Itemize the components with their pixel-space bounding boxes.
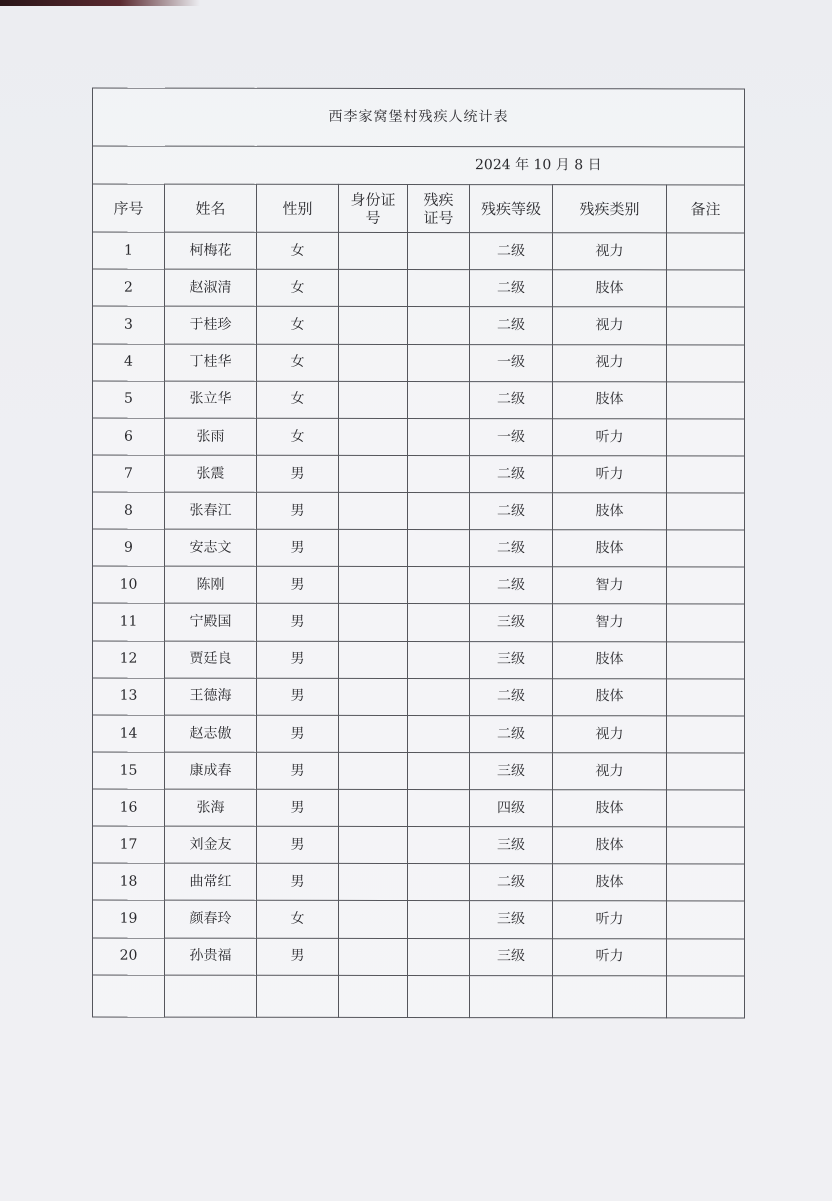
level-cell: 二级 [470, 678, 553, 715]
table-row [93, 492, 745, 530]
table-row [93, 678, 745, 716]
gender-cell: 男 [257, 938, 339, 975]
cert-number-cell [408, 493, 470, 530]
cert-number-cell [408, 455, 470, 492]
index-cell: 1 [93, 232, 165, 269]
level-cell: 三级 [470, 827, 553, 864]
index-cell: 8 [93, 492, 165, 529]
category-cell: 听力 [553, 456, 667, 493]
table-row [93, 826, 745, 864]
cert-number-cell [408, 418, 470, 455]
note-cell [667, 456, 745, 493]
name-cell: 安志文 [165, 529, 257, 566]
note-cell [667, 753, 745, 790]
name-cell: 赵志傲 [165, 715, 257, 752]
cert-number-cell [408, 827, 470, 864]
note-cell [667, 864, 745, 901]
note-cell [667, 307, 745, 344]
id-number-cell [339, 752, 408, 789]
index-cell: 10 [93, 566, 165, 603]
category-cell: 智力 [553, 567, 667, 604]
gender-cell: 男 [257, 641, 339, 678]
blank-cell [553, 975, 667, 1017]
header-name: 姓名 [165, 184, 257, 232]
name-cell: 宁殿国 [165, 604, 257, 641]
table-row [93, 901, 745, 939]
id-number-cell [339, 344, 408, 381]
cert-number-cell [408, 381, 470, 418]
table-row [93, 307, 745, 345]
cert-number-cell [408, 530, 470, 567]
gender-cell: 男 [257, 864, 339, 901]
cert-number-cell [408, 270, 470, 307]
name-cell: 赵淑清 [165, 270, 257, 307]
table-row [93, 789, 745, 827]
gender-cell: 男 [257, 752, 339, 789]
note-cell [667, 344, 745, 381]
disability-statistics-table [92, 88, 745, 1019]
table-date: 2024 年 10 月 8 日 [93, 146, 745, 185]
category-cell: 肢体 [553, 381, 667, 418]
id-number-cell [339, 307, 408, 344]
name-cell: 于桂珍 [165, 307, 257, 344]
header-category: 残疾类别 [553, 185, 667, 233]
id-number-cell [339, 567, 408, 604]
cert-number-cell [408, 641, 470, 678]
note-cell [667, 938, 745, 975]
header-row [93, 184, 745, 233]
gender-cell: 男 [257, 715, 339, 752]
gender-cell: 男 [257, 567, 339, 604]
category-cell: 肢体 [553, 493, 667, 530]
level-cell: 四级 [470, 790, 553, 827]
id-number-cell [339, 604, 408, 641]
blank-cell [339, 975, 408, 1017]
index-cell: 19 [93, 901, 165, 938]
gender-cell: 男 [257, 530, 339, 567]
name-cell: 张春江 [165, 492, 257, 529]
id-number-cell [339, 381, 408, 418]
table-row [93, 752, 745, 790]
id-number-cell [339, 492, 408, 529]
cert-number-cell [408, 864, 470, 901]
header-note: 备注 [667, 185, 745, 233]
note-cell [667, 530, 745, 567]
index-cell: 3 [93, 307, 165, 344]
index-cell: 7 [93, 455, 165, 492]
table-row [93, 232, 745, 270]
index-cell: 4 [93, 344, 165, 381]
note-cell [667, 419, 745, 456]
gender-cell: 女 [257, 307, 339, 344]
gender-cell: 女 [257, 901, 339, 938]
blank-cell [93, 975, 165, 1017]
header-level: 残疾等级 [470, 185, 553, 233]
table-row [93, 418, 745, 456]
id-number-cell [339, 641, 408, 678]
cert-number-cell [408, 715, 470, 752]
index-cell: 11 [93, 604, 165, 641]
blank-row [93, 975, 745, 1018]
index-cell: 14 [93, 715, 165, 752]
id-number-cell [339, 938, 408, 975]
table-row [93, 715, 745, 753]
id-number-cell [339, 233, 408, 270]
category-cell: 听力 [553, 938, 667, 975]
category-cell: 视力 [553, 307, 667, 344]
name-cell: 贾廷良 [165, 641, 257, 678]
index-cell: 5 [93, 381, 165, 418]
id-number-cell [339, 418, 408, 455]
level-cell: 二级 [470, 493, 553, 530]
level-cell: 一级 [470, 418, 553, 455]
category-cell: 肢体 [553, 641, 667, 678]
level-cell: 三级 [470, 753, 553, 790]
index-cell: 15 [93, 752, 165, 789]
name-cell: 刘金友 [165, 826, 257, 863]
level-cell: 一级 [470, 344, 553, 381]
name-cell: 陈刚 [165, 567, 257, 604]
cert-number-cell [408, 307, 470, 344]
name-cell: 王德海 [165, 678, 257, 715]
gender-cell: 女 [257, 270, 339, 307]
note-cell [667, 270, 745, 307]
table-row [93, 604, 745, 642]
level-cell: 二级 [470, 715, 553, 752]
blank-cell [408, 975, 470, 1017]
index-cell: 16 [93, 789, 165, 826]
name-cell: 康成春 [165, 752, 257, 789]
index-cell: 6 [93, 418, 165, 455]
blank-cell [667, 976, 745, 1018]
table-row [93, 938, 745, 976]
cert-number-cell [408, 567, 470, 604]
header-gender: 性别 [257, 184, 339, 232]
header-cert-number: 残疾 证号 [408, 185, 470, 233]
table-row [93, 529, 745, 567]
header-index: 序号 [93, 184, 165, 232]
note-cell [667, 493, 745, 530]
index-cell: 13 [93, 678, 165, 715]
name-cell: 丁桂华 [165, 344, 257, 381]
gender-cell: 男 [257, 604, 339, 641]
category-cell: 肢体 [553, 827, 667, 864]
gender-cell: 男 [257, 827, 339, 864]
gender-cell: 男 [257, 789, 339, 826]
name-cell: 张雨 [165, 418, 257, 455]
level-cell: 二级 [470, 381, 553, 418]
level-cell: 三级 [470, 604, 553, 641]
table-row [93, 344, 745, 382]
category-cell: 肢体 [553, 270, 667, 307]
name-cell: 张震 [165, 455, 257, 492]
name-cell: 孙贵福 [165, 938, 257, 975]
id-number-cell [339, 530, 408, 567]
blank-cell [165, 975, 257, 1017]
table-row [93, 455, 745, 493]
note-cell [667, 233, 745, 270]
id-number-cell [339, 678, 408, 715]
id-number-cell [339, 270, 408, 307]
cert-number-cell [408, 938, 470, 975]
blank-cell [470, 975, 553, 1017]
level-cell: 三级 [470, 901, 553, 938]
name-cell: 曲常红 [165, 864, 257, 901]
name-cell: 颜春玲 [165, 901, 257, 938]
gender-cell: 男 [257, 492, 339, 529]
level-cell: 三级 [470, 938, 553, 975]
id-number-cell [339, 455, 408, 492]
note-cell [667, 790, 745, 827]
table-row [93, 269, 745, 307]
id-number-cell [339, 864, 408, 901]
photo-edge [0, 0, 200, 6]
cert-number-cell [408, 604, 470, 641]
category-cell: 肢体 [553, 790, 667, 827]
index-cell: 2 [93, 269, 165, 306]
category-cell: 视力 [553, 716, 667, 753]
note-cell [667, 827, 745, 864]
gender-cell: 女 [257, 381, 339, 418]
level-cell: 二级 [470, 567, 553, 604]
level-cell: 二级 [470, 530, 553, 567]
index-cell: 20 [93, 938, 165, 975]
cert-number-cell [408, 752, 470, 789]
gender-cell: 男 [257, 678, 339, 715]
category-cell: 智力 [553, 604, 667, 641]
header-id-number: 身份证 号 [339, 185, 408, 233]
table-row [93, 863, 745, 901]
name-cell: 张海 [165, 789, 257, 826]
table-row [93, 566, 745, 604]
index-cell: 12 [93, 641, 165, 678]
gender-cell: 女 [257, 233, 339, 270]
category-cell: 听力 [553, 901, 667, 938]
cert-number-cell [408, 344, 470, 381]
id-number-cell [339, 827, 408, 864]
note-cell [667, 567, 745, 604]
name-cell: 柯梅花 [165, 232, 257, 269]
category-cell: 听力 [553, 419, 667, 456]
level-cell: 二级 [470, 307, 553, 344]
id-number-cell [339, 901, 408, 938]
cert-number-cell [408, 901, 470, 938]
level-cell: 三级 [470, 641, 553, 678]
index-cell: 9 [93, 529, 165, 566]
blank-cell [257, 975, 339, 1017]
note-cell [667, 641, 745, 678]
index-cell: 17 [93, 826, 165, 863]
table-row [93, 641, 745, 679]
note-cell [667, 901, 745, 938]
gender-cell: 男 [257, 455, 339, 492]
category-cell: 视力 [553, 344, 667, 381]
table-row [93, 381, 745, 419]
category-cell: 视力 [553, 753, 667, 790]
category-cell: 视力 [553, 233, 667, 270]
note-cell [667, 679, 745, 716]
table-title: 西李家窝堡村残疾人统计表 [93, 88, 745, 147]
cert-number-cell [408, 678, 470, 715]
note-cell [667, 382, 745, 419]
id-number-cell [339, 789, 408, 826]
cert-number-cell [408, 233, 470, 270]
level-cell: 二级 [470, 270, 553, 307]
note-cell [667, 716, 745, 753]
cert-number-cell [408, 790, 470, 827]
level-cell: 二级 [470, 456, 553, 493]
statistics-sheet [92, 88, 744, 1019]
note-cell [667, 604, 745, 641]
category-cell: 肢体 [553, 530, 667, 567]
level-cell: 二级 [470, 233, 553, 270]
gender-cell: 女 [257, 344, 339, 381]
index-cell: 18 [93, 863, 165, 900]
level-cell: 二级 [470, 864, 553, 901]
gender-cell: 女 [257, 418, 339, 455]
category-cell: 肢体 [553, 678, 667, 715]
category-cell: 肢体 [553, 864, 667, 901]
name-cell: 张立华 [165, 381, 257, 418]
id-number-cell [339, 715, 408, 752]
